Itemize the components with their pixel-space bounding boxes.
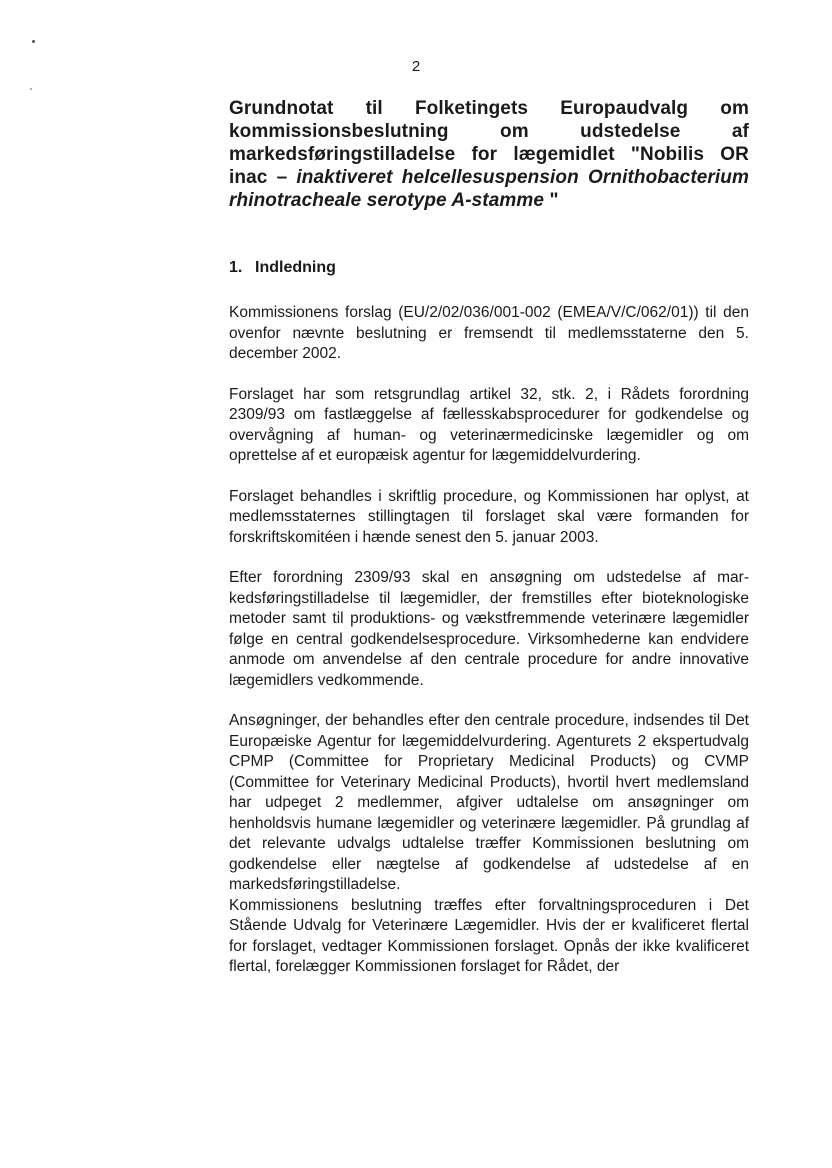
paragraph-6: Kommissionens beslutning træffes efter forvaltningsproceduren i Det Stående Udvalg for Veterinære Lægemidler. Hvis der er kvalificeret flertal for forslaget, vedtager Kommissionen forslaget. Opnås der ikke kvalificeret flertal, forelægger Kommissionen forslaget for Rådet, der: [229, 896, 749, 975]
scan-mark: [32, 40, 35, 43]
document-body: [229, 97, 749, 978]
paragraph-3: Forslaget behandles i skriftlig procedure, og Kommissionen har oplyst, at medlemsstaternes stillingtagen til forslaget skal være formanden for forskriftskomitéen i hænde senest den 5. januar 2003.: [229, 487, 749, 546]
document-title: [229, 97, 749, 212]
paragraph-2: Forslaget har som retsgrundlag artikel 32, stk. 2, i Rådets forordning 2309/93 om fastlæggelse af fællesskabsprocedurer for godkendelse og overvågning af human- og veterinærmedicinske lægemidler og om oprettelse af et europæisk agentur for lægemiddelvurdering.: [229, 385, 749, 464]
section-title: Indledning: [255, 259, 336, 276]
scan-mark: [30, 88, 32, 90]
title-closing-quote: ": [544, 190, 559, 211]
title-italic-text: inaktiveret helcellesuspension Ornithobacterium rhinotracheale serotype A-stamme: [229, 167, 749, 211]
paragraph-4: Efter forordning 2309/93 skal en ansøgning om udstedelse af markedsføringstilladelse til lægemidler, der fremstilles efter bioteknologiske metoder samt til produktions- og vækstfremmende veterinære lægemidler følge en central godkendelsesprocedure. Virksomhederne kan endvidere anmode om anvendelse af den centrale procedure for andre innovative lægemidlers vedkommende.: [229, 569, 749, 689]
page-number: 2: [411, 58, 421, 75]
section-number: 1.: [229, 259, 243, 276]
title-text: Grundnotat til Folketingets Europaudvalg om kommissionsbeslutning om udstedelse af markedsføringstilladelse for lægemidlet "Nobilis OR inac –: [229, 98, 749, 188]
section-heading: [229, 258, 749, 278]
paragraph-1: Kommissionens forslag (EU/2/02/036/001-002 (EMEA/V/C/062/01)) til den ovenfor nævnte beslutning er fremsendt til medlemsstaterne den 5. december 2002.: [229, 304, 749, 362]
paragraph-5: Ansøgninger, der behandles efter den centrale procedure, indsendes til Det Europæiske Agentur for lægemiddelvurdering. Agenturets 2 ekspertudvalg CPMP (Committee for Proprietary Medicinal Products) og CVMP (Committee for Veterinary Medicinal Products), hvortil hvert medlemsland har udpeget 2 medlemmer, afgiver udtalelse om ansøgninger om henholdsvis humane lægemidler og veterinære lægemidler. På grundlag af det relevante udvalgs udtalelse træffer Kommissionen beslutning om godkendelse eller nægtelse af godkendelse af udstedelse af en markedsføringstilladelse.: [229, 712, 749, 893]
